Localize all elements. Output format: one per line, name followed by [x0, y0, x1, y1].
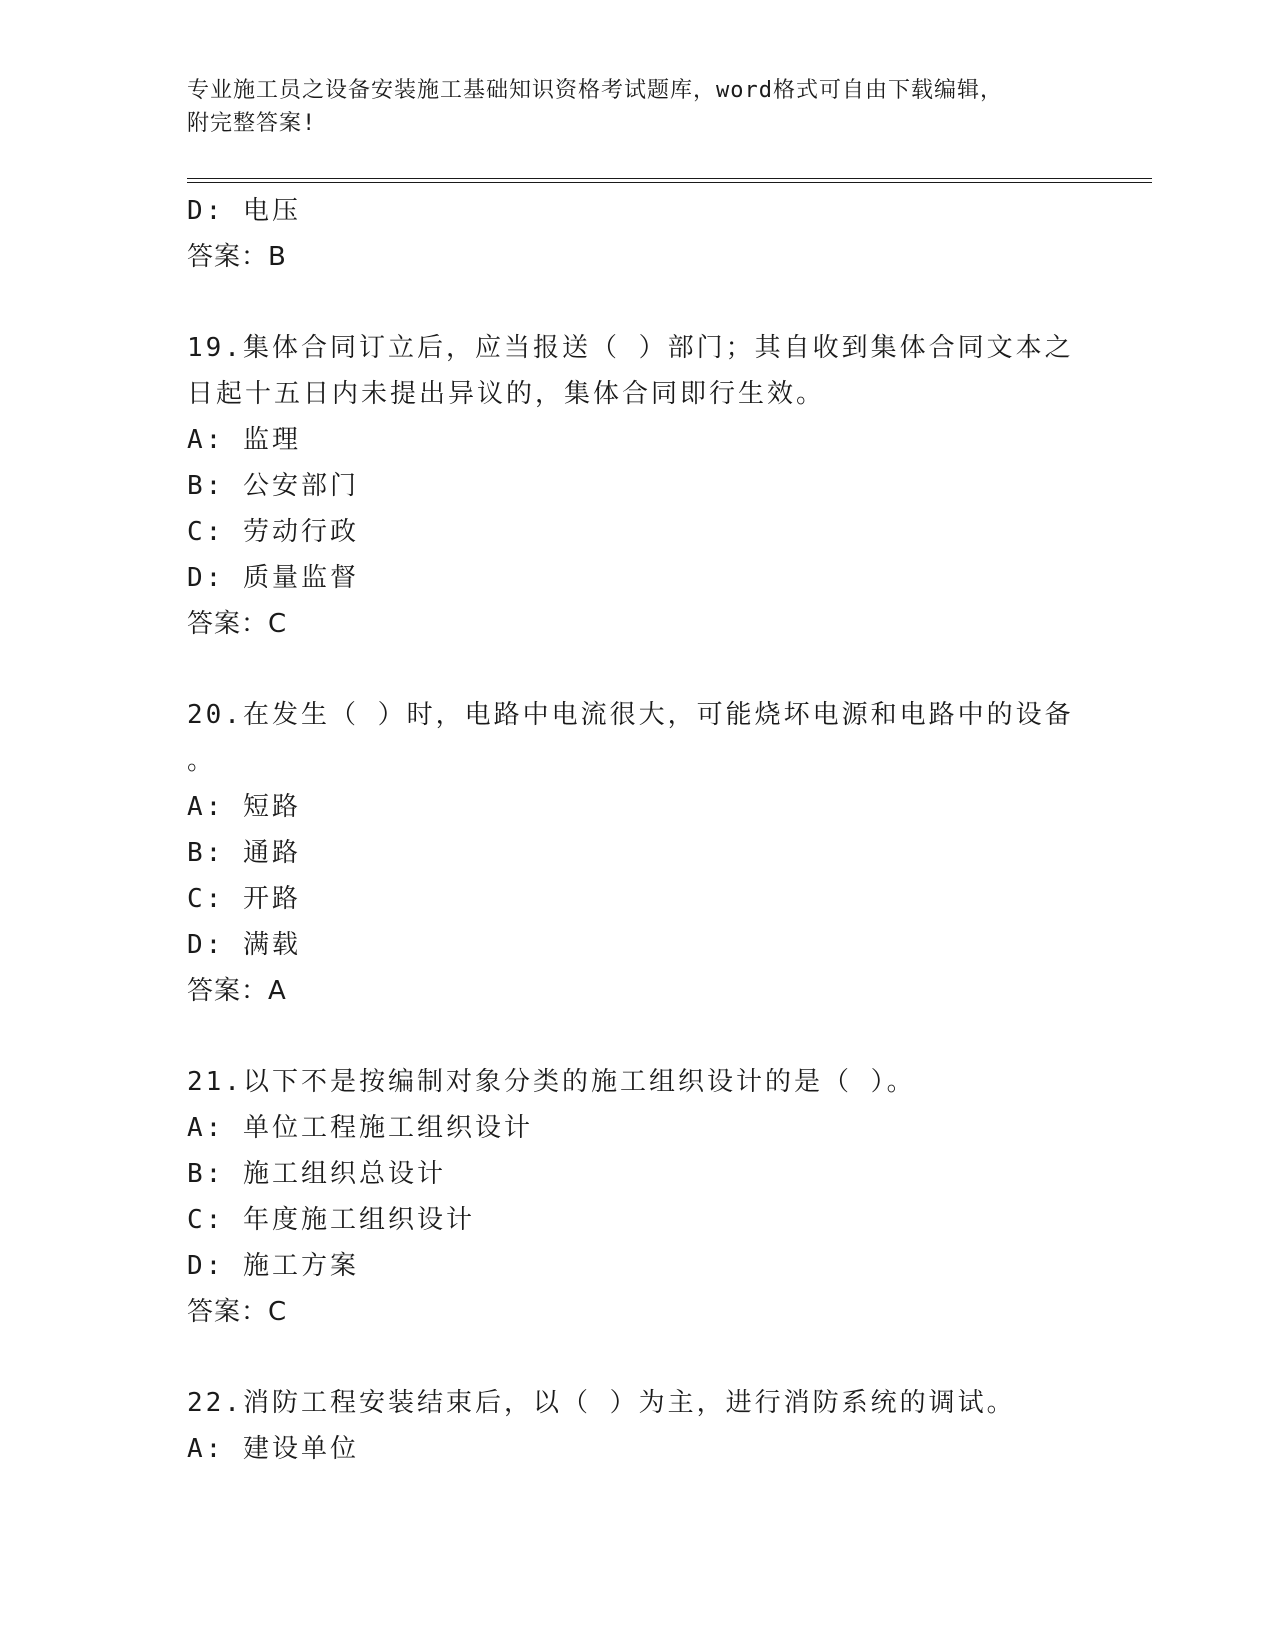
question-text-continued: 日起十五日内未提出异议的，集体合同即行生效。: [187, 379, 826, 409]
spacer: [187, 280, 1067, 325]
spacer: [187, 647, 1067, 692]
option-a: A: 单位工程施工组织设计: [187, 1113, 533, 1143]
page-header: [187, 74, 1087, 140]
answer: 答案：A: [187, 976, 287, 1006]
option-b: B: 通路: [187, 838, 301, 868]
header-divider: [187, 178, 1152, 183]
option-b: B: 施工组织总设计: [187, 1159, 446, 1189]
option-d: D: 施工方案: [187, 1251, 359, 1281]
question-text: 22.消防工程安装结束后，以（ ）为主，进行消防系统的调试。: [187, 1388, 1016, 1418]
question-21: [187, 1059, 1067, 1335]
option-a: A: 监理: [187, 425, 301, 455]
spacer: [187, 1335, 1067, 1380]
header-line-1: 专业施工员之设备安装施工基础知识资格考试题库，word格式可自由下载编辑，: [187, 78, 1003, 103]
header-line-2: 附完整答案!: [187, 111, 317, 136]
option-c: C: 开路: [187, 884, 301, 914]
question-20: [187, 692, 1074, 1014]
option-a: A: 建设单位: [187, 1434, 359, 1464]
option-c: C: 劳动行政: [187, 517, 359, 547]
question-19: [187, 325, 1074, 647]
question-list: [187, 188, 1074, 1472]
answer: 答案：C: [187, 1297, 288, 1327]
answer: 答案：B: [187, 242, 287, 272]
option-b: B: 公安部门: [187, 471, 359, 501]
option-a: A: 短路: [187, 792, 301, 822]
spacer: [187, 1014, 1067, 1059]
option-c: C: 年度施工组织设计: [187, 1205, 475, 1235]
question-22: [187, 1380, 1067, 1472]
answer: 答案：C: [187, 609, 288, 639]
question-text: 21.以下不是按编制对象分类的施工组织设计的是（ ）。: [187, 1067, 916, 1097]
option-d: D: 电压: [187, 196, 301, 226]
question-text: 19.集体合同订立后，应当报送（ ）部门；其自收到集体合同文本之: [187, 333, 1074, 363]
option-d: D: 满载: [187, 930, 301, 960]
question-text: 20.在发生（ ）时，电路中电流很大，可能烧坏电源和电路中的设备: [187, 700, 1074, 730]
question-text-continued: 。: [187, 746, 217, 776]
option-d: D: 质量监督: [187, 563, 359, 593]
